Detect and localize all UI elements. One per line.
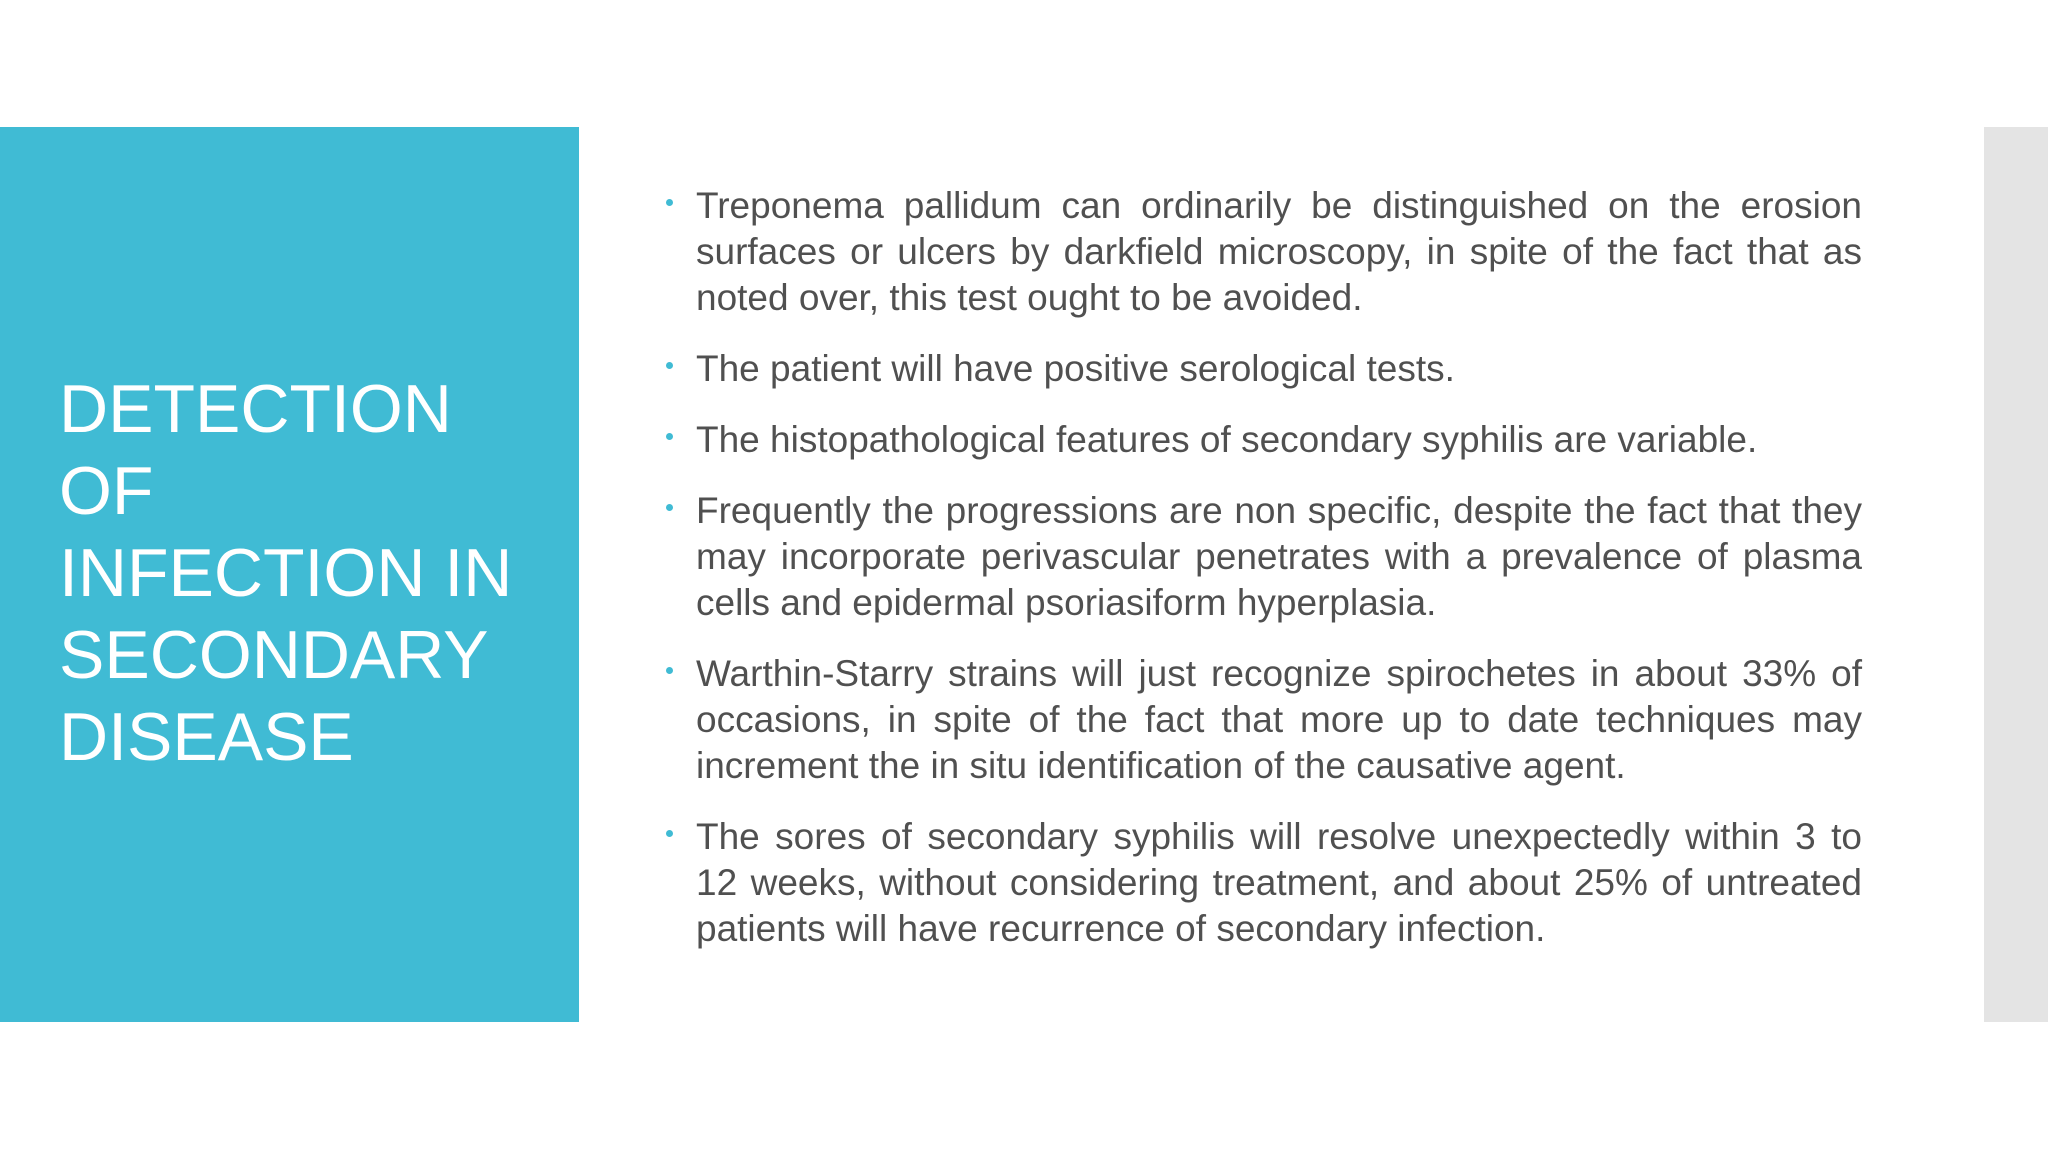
bullet-item bbox=[664, 651, 1862, 789]
bullet-dot-icon bbox=[666, 362, 673, 369]
bullet-item bbox=[664, 183, 1862, 321]
title-line: OF bbox=[59, 453, 154, 529]
title-line: SECONDARY bbox=[59, 617, 489, 693]
bullet-dot-icon bbox=[666, 830, 673, 837]
bullet-item bbox=[664, 488, 1862, 626]
title-line: INFECTION IN bbox=[59, 535, 513, 611]
bullet-item bbox=[664, 417, 1862, 463]
title-line: DETECTION bbox=[59, 371, 452, 447]
bullet-list bbox=[664, 183, 1862, 977]
bullet-text: The sores of secondary syphilis will resolve unexpectedly within 3 to 12 weeks, without considering treatment, and about 25% of untreated patients will have recurrence of secondary infection. bbox=[696, 816, 1862, 949]
bullet-text: Warthin-Starry strains will just recognize spirochetes in about 33% of occasions, in spite of the fact that more up to date techniques may increment the in situ identification of the causative agent. bbox=[696, 653, 1862, 786]
bullet-item bbox=[664, 814, 1862, 952]
bullet-dot-icon bbox=[666, 504, 673, 511]
bullet-text: The histopathological features of secondary syphilis are variable. bbox=[696, 419, 1758, 460]
bullet-dot-icon bbox=[666, 199, 673, 206]
side-strip bbox=[1984, 127, 2048, 1022]
bullet-item bbox=[664, 346, 1862, 392]
title-line: DISEASE bbox=[59, 699, 354, 775]
slide-title bbox=[59, 368, 559, 778]
bullet-dot-icon bbox=[666, 667, 673, 674]
bullet-text: The patient will have positive serological tests. bbox=[696, 348, 1455, 389]
bullet-text: Frequently the progressions are non specific, despite the fact that they may incorporate perivascular penetrates with a prevalence of plasma cells and epidermal psoriasiform hyperplasia. bbox=[696, 490, 1862, 623]
bullet-text: Treponema pallidum can ordinarily be distinguished on the erosion surfaces or ulcers by darkfield microscopy, in spite of the fact that as noted over, this test ought to be avoided. bbox=[696, 185, 1862, 318]
bullet-dot-icon bbox=[666, 433, 673, 440]
